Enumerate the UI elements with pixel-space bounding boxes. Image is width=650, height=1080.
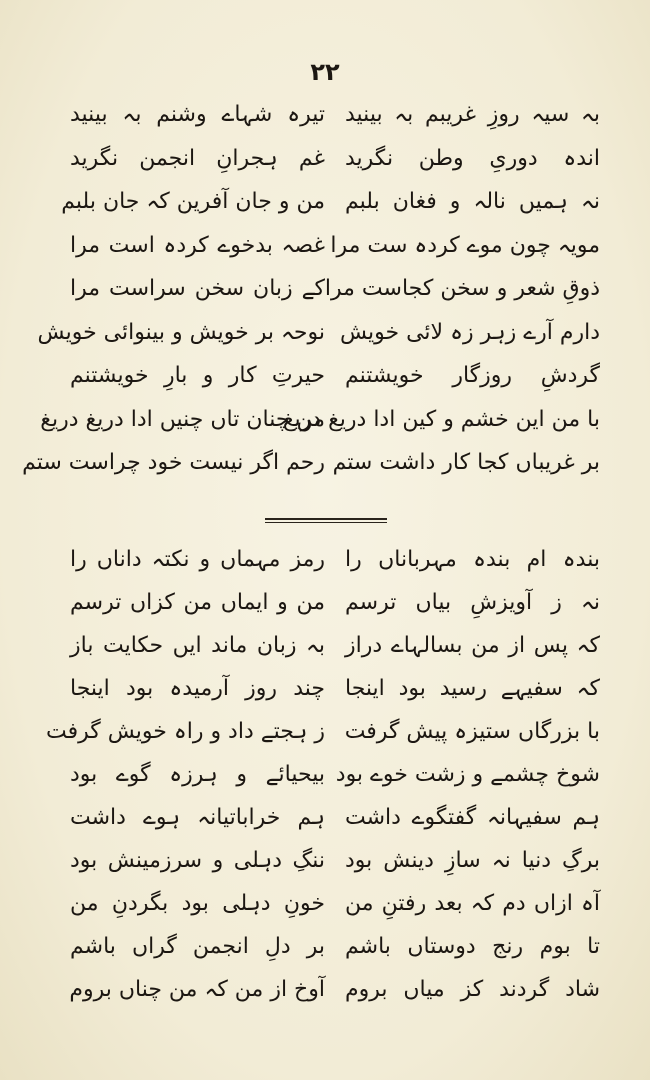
verse-line: ز ہجتے داد و راہ خویش گرفت [45,719,325,744]
verse-line: حیرتِ کار و بارِ خویشتنم [70,363,325,388]
verse-line: کہ سفیہے رسید بود اینجا [345,676,600,701]
verse-line: برگِ دنیا نہ سازِ دینش بود [345,848,600,873]
verse-line: کے زبان سخن سراست مرا [70,276,325,301]
verse-line: نہ ہمیں نالہ و فغان بلبم [345,189,600,214]
verse-line: بہ سیہ روزِ غریبم بہ بینید [345,102,600,127]
verse-line: ہم خراباتیانہ ہوے داشت [70,805,325,830]
verse-line: با بزرگاں ستیزہ پیش گرفت [344,719,600,744]
page-number: ۲۲ [310,58,340,86]
verse-line: بر غریباں کجا کار داشت ستم [332,450,600,475]
verse-line: گردشِ روزگار خویشتنم [345,363,600,388]
verse-line: من چنان تاں چنیں ادا دریغ دریغ [40,406,325,432]
verse-line: ہم سفیہانہ گفتگوے داشت [345,805,600,830]
verse-line: با من این خشم و کین ادا دریغ دریغ [282,406,600,432]
right-column [335,540,600,1013]
stanza-1 [22,95,600,487]
verse-line: بر دلِ انجمن گراں باشم [70,934,325,959]
right-column [282,95,600,487]
verse-line: بہ زبان ماند ایں حکایت باز [70,633,325,658]
stanza-2 [45,540,600,1013]
verse-line: نوحہ بر خویش و بینوائی خویش [37,319,325,345]
verse-line: غم ہجرانِ انجمن نگرید [70,145,325,171]
verse-line: کہ پس از من بسالہاے دراز [345,633,600,658]
verse-line: غصہ بدخوے کردہ است مرا [70,232,325,258]
verse-line: خونِ دہلی بود بگردنِ من [70,891,325,916]
verse-line: تا بوم رنج دوستاں باشم [345,934,600,959]
verse-line: بیحیائے و ہرزہ گوے بود [70,762,325,787]
verse-line: تیرہ شہاے وشنم بہ بینید [70,102,325,127]
section-divider [265,518,387,523]
verse-line: آوخ از من کہ من چناں بروم [69,977,325,1002]
verse-line: آہ ازاں دم کہ بعد رفتنِ من [345,891,600,916]
verse-line: ذوقِ شعر و سخن کجاست مرا [324,276,600,301]
verse-line: بندہ ام بندہ مہرباناں را [345,547,600,572]
verse-line: شاد گردند کز میاں بروم [345,977,600,1002]
verse-line: من و ایماں من کزاں ترسم [70,590,325,615]
verse-line: چند روز آرمیدہ بود اینجا [70,676,325,701]
verse-line: شوخ چشمے و زشت خوے بود [335,762,600,787]
verse-line: رمز مہماں و نکتہ داناں را [70,547,325,572]
verse-line: من و جان آفرین کہ جان بلبم [61,189,325,214]
verse-line: رحم اگر نیست خود چراست ستم [22,450,325,475]
verse-line: اندہ دوریِ وطن نگرید [345,145,600,171]
verse-line: مویہ چون موے کردہ ست مرا [330,232,600,258]
left-column [45,540,325,1013]
verse-line: نہ ز آویزشِ بیاں ترسم [345,590,600,615]
verse-line: ننگِ دہلی و سرزمینش بود [70,848,325,873]
verse-line: دارم آرے زہر زہ لائی خویش [339,319,600,345]
